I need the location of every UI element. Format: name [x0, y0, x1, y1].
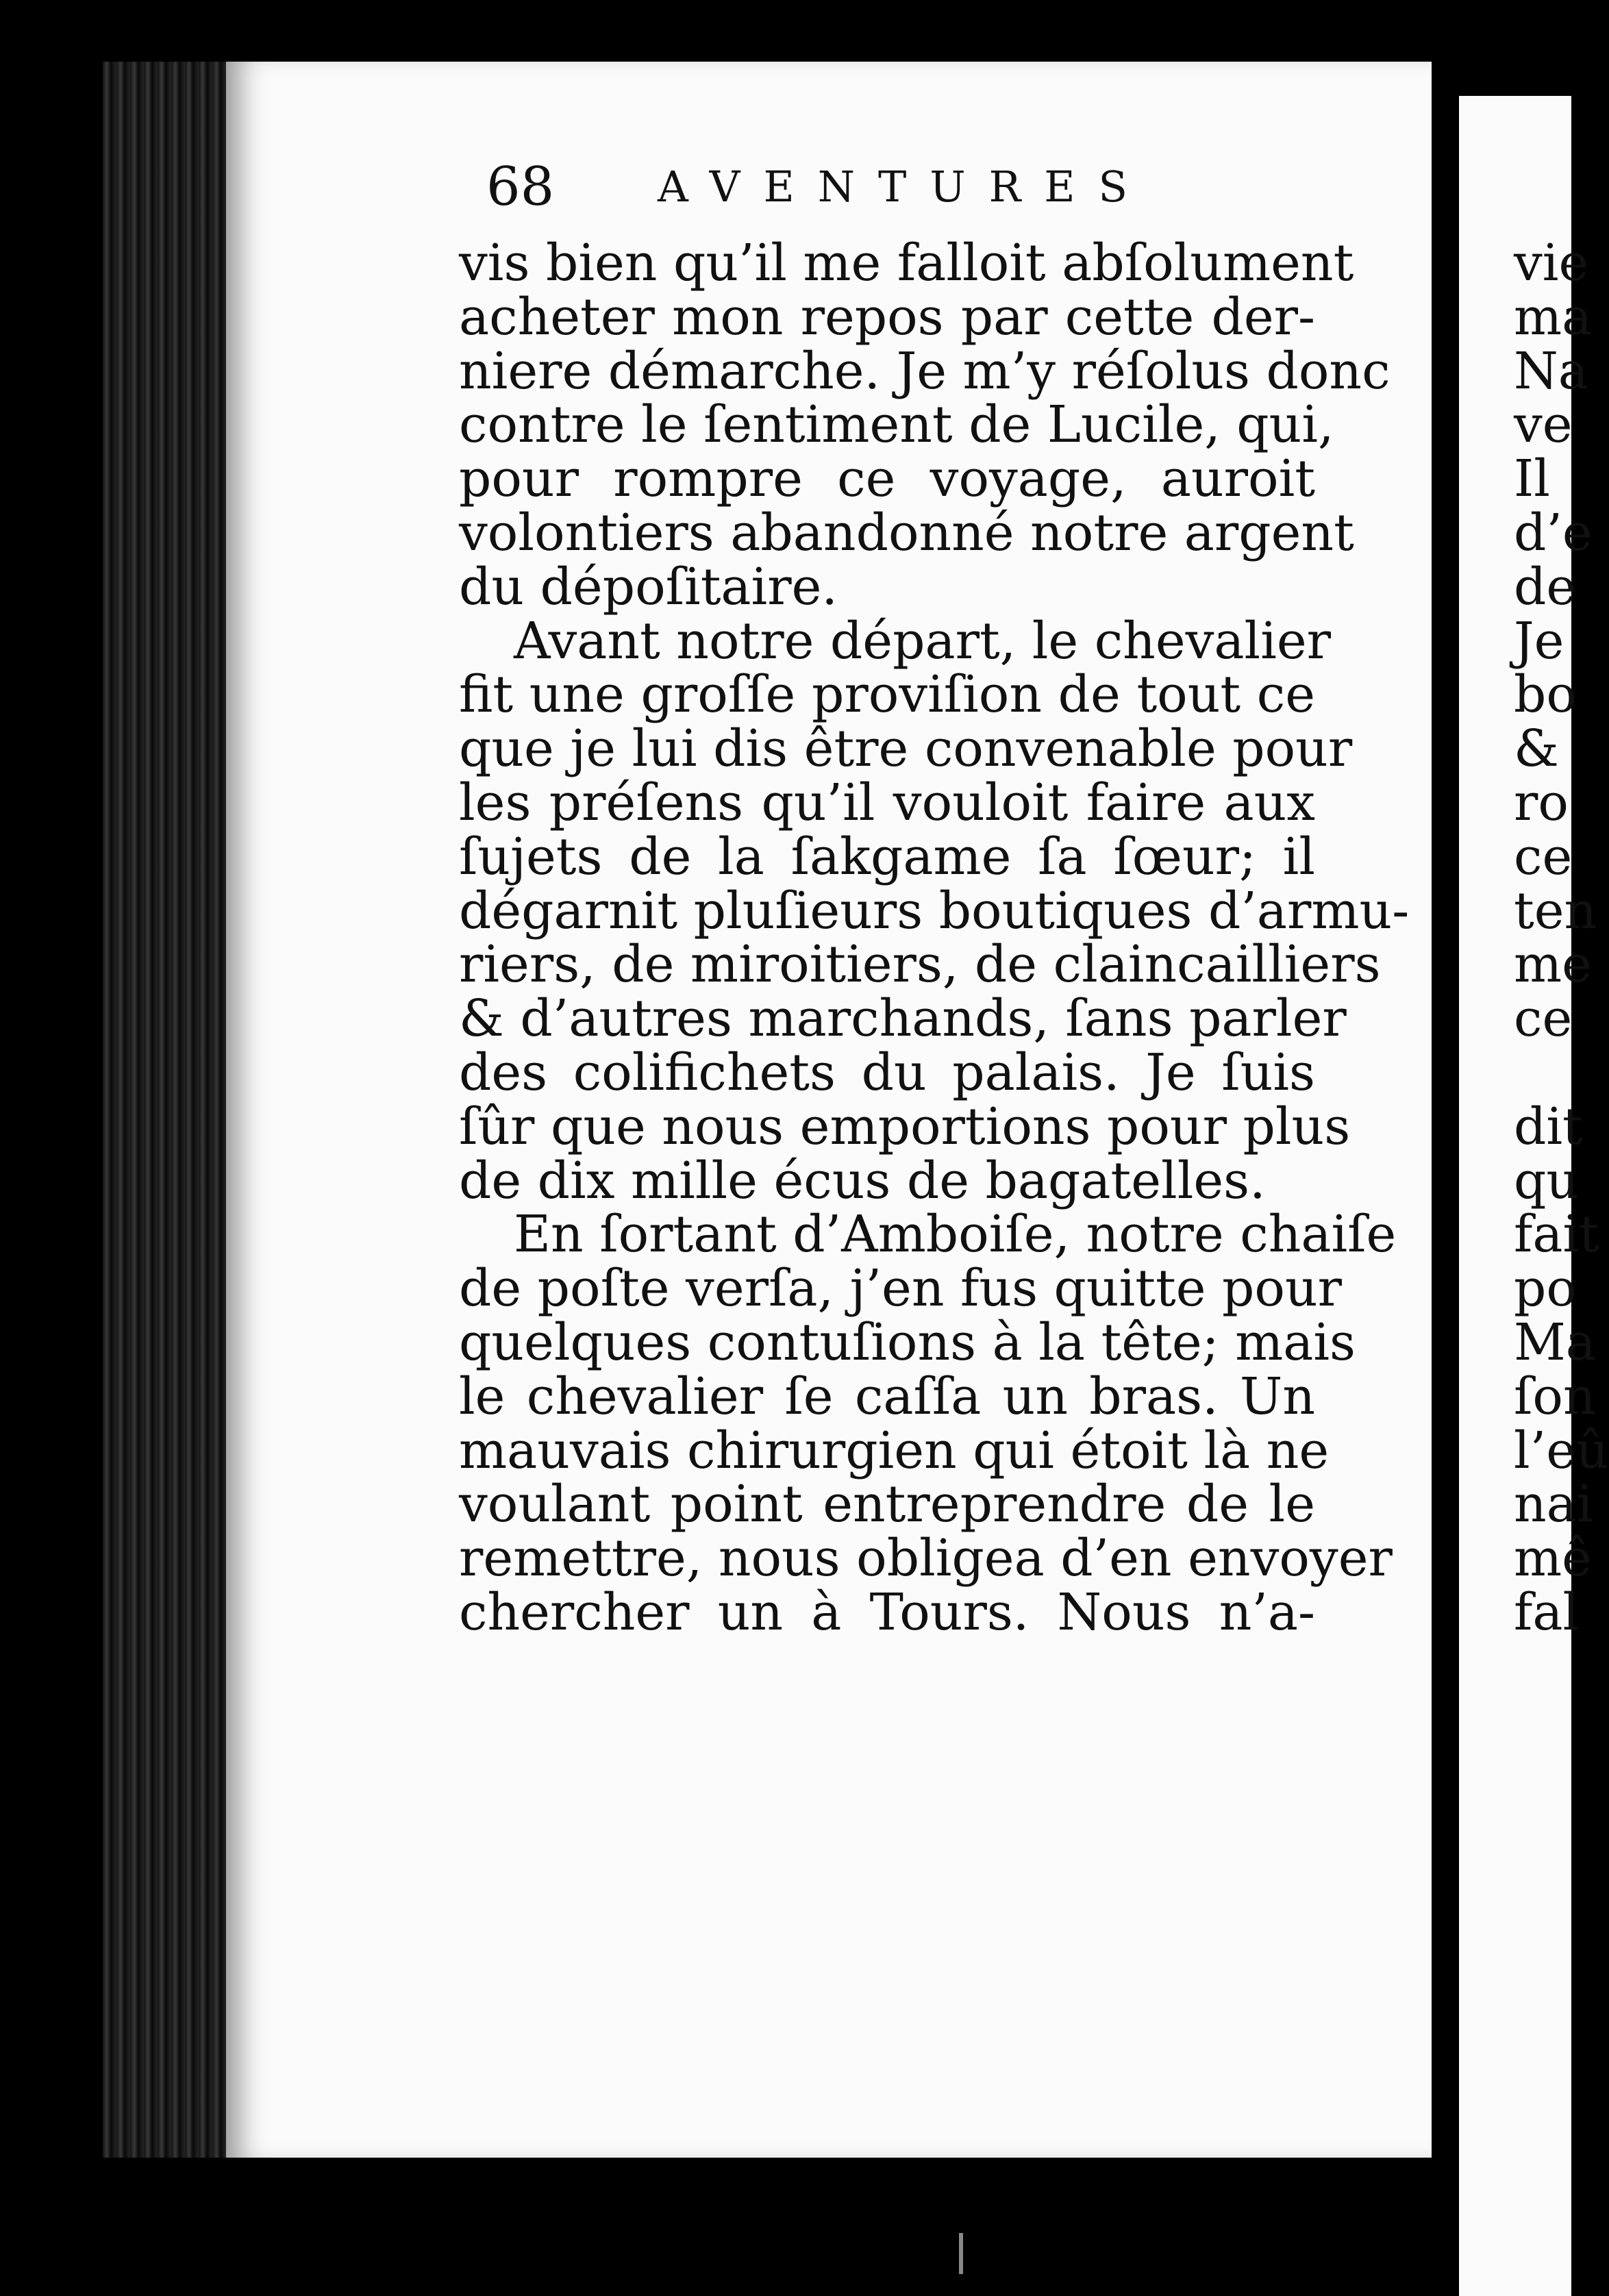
- text-line: que je lui dis être convenable pour: [459, 719, 1353, 779]
- text-line: fit une groſſe proviſion de tout ce: [459, 665, 1315, 725]
- right-page-text: [1459, 234, 1609, 1642]
- text-line: quelques contuſions à la tête; mais: [459, 1312, 1356, 1372]
- right-page-line: Il: [1514, 449, 1550, 509]
- text-line: chercher un à Tours. Nous n’a-: [459, 1582, 1315, 1642]
- text-line: voulant point entreprendre de le: [459, 1475, 1315, 1534]
- text-line: de poſte verſa, j’en fus quitte pour: [459, 1259, 1343, 1319]
- right-page-line: ve: [1514, 395, 1573, 455]
- book-spine-shadow: [103, 62, 240, 2158]
- right-page-line: fait: [1514, 1205, 1599, 1264]
- text-line: & d’autres marchands, ſans parler: [459, 989, 1347, 1049]
- text-line: volontiers abandonné notre argent: [459, 503, 1354, 562]
- text-line: de dix mille écus de bagatelles.: [459, 1151, 1266, 1210]
- right-page-line: bo: [1514, 665, 1577, 725]
- text-line: dégarnit pluſieurs boutiques d’armu-: [459, 881, 1410, 940]
- page-header: [486, 156, 1226, 232]
- right-page-line: Na: [1514, 341, 1588, 401]
- text-line: pour rompre ce voyage, auroit: [459, 449, 1315, 509]
- right-page-line: qu: [1514, 1151, 1580, 1210]
- right-page-line: ro: [1514, 773, 1569, 832]
- right-page-line: ma: [1514, 287, 1593, 347]
- right-page-line: dit: [1514, 1097, 1583, 1156]
- text-line: remettre, nous obligea d’en envoyer: [459, 1529, 1393, 1588]
- text-line: Avant notre départ, le chevalier: [514, 611, 1332, 671]
- page-fold-mark: [959, 2233, 963, 2274]
- right-page-line: ten: [1514, 881, 1597, 940]
- body-text: [459, 234, 1410, 1642]
- right-page-line: me: [1514, 935, 1592, 995]
- right-page-line: nai: [1514, 1475, 1593, 1534]
- text-line: vis bien qu’il me falloit abſolument: [459, 234, 1354, 292]
- right-page-line: Je: [1514, 611, 1564, 671]
- page-number: 68: [486, 156, 555, 218]
- text-line: les préſens qu’il vouloit faire aux: [459, 773, 1315, 832]
- right-page-line: l’eû: [1514, 1421, 1609, 1480]
- text-line: En ſortant d’Amboiſe, notre chaiſe: [514, 1205, 1397, 1264]
- text-line: ſûr que nous emportions pour plus: [459, 1097, 1351, 1156]
- right-page-line: po: [1514, 1259, 1577, 1319]
- right-page-line: [1459, 1046, 1571, 1100]
- right-page-line: fal: [1514, 1582, 1580, 1642]
- right-page-line: mê: [1514, 1529, 1592, 1588]
- text-line: des colifichets du palais. Je ſuis: [459, 1043, 1315, 1102]
- right-page-line: de: [1514, 557, 1577, 616]
- text-line: niere démarche. Je m’y réſolus donc: [459, 341, 1390, 401]
- right-page-line: d’e: [1514, 503, 1593, 562]
- right-page-line: ce: [1514, 989, 1573, 1049]
- running-head: AVENTURES: [658, 162, 1151, 212]
- text-line: le chevalier ſe caſſa un bras. Un: [459, 1367, 1315, 1426]
- right-page-line: &: [1514, 719, 1559, 779]
- text-line: ſujets de la ſakgame ſa ſœur; il: [459, 827, 1315, 886]
- right-page-line: ce: [1514, 827, 1573, 886]
- text-line: contre le ſentiment de Lucile, qui,: [459, 395, 1334, 455]
- right-page-line: Ma: [1514, 1312, 1596, 1372]
- right-page-line: vie: [1514, 234, 1589, 292]
- text-line: acheter mon repos par cette der-: [459, 287, 1315, 347]
- text-line: du dépoſitaire.: [459, 557, 838, 616]
- text-line: riers, de miroitiers, de claincailliers: [459, 935, 1381, 995]
- text-line: mauvais chirurgien qui étoit là ne: [459, 1421, 1330, 1480]
- right-page-line: ſon: [1514, 1367, 1596, 1426]
